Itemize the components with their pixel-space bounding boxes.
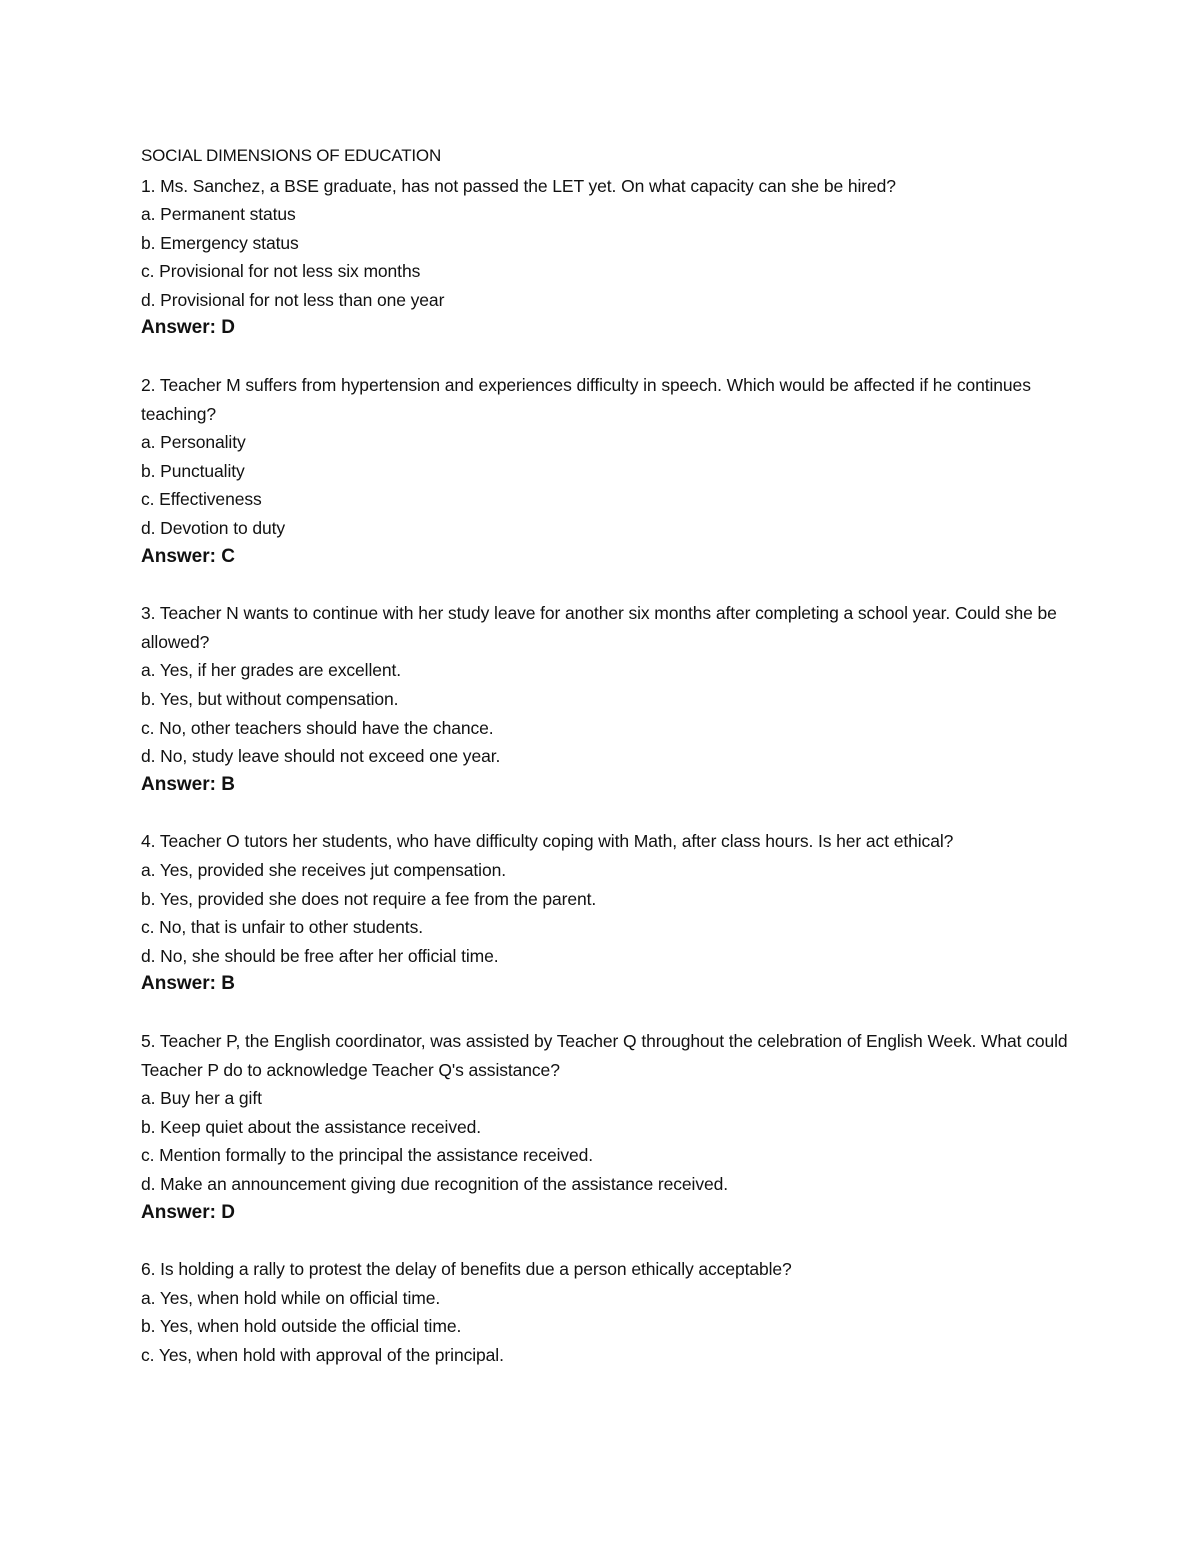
- answer-key: Answer: B: [141, 973, 235, 995]
- option-c: c. No, that is unfair to other students.: [141, 917, 423, 938]
- option-a: a. Buy her a gift: [141, 1088, 262, 1109]
- question-6: [141, 1255, 1071, 1369]
- option-d: d. Make an announcement giving due recognition of the assistance received.: [141, 1173, 729, 1194]
- option-d: d. Provisional for not less than one year: [141, 289, 445, 310]
- option-a: a. Yes, provided she receives jut compensation.: [141, 859, 506, 880]
- question-stem: 3. Teacher N wants to continue with her study leave for another six months after completing a school year. Could she be allowed?: [141, 603, 1057, 652]
- option-b: b. Yes, but without compensation.: [141, 689, 399, 709]
- answer-key: Answer: C: [141, 545, 235, 567]
- answer-key: Answer: B: [141, 773, 235, 795]
- question-3: [141, 599, 1071, 799]
- question-2: [141, 371, 1071, 571]
- option-b: b. Keep quiet about the assistance received.: [141, 1116, 481, 1137]
- document-title: SOCIAL DIMENSIONS OF EDUCATION: [141, 146, 442, 165]
- document-page: [141, 142, 1071, 1369]
- question-stem: 4. Teacher O tutors her students, who have difficulty coping with Math, after class hours. Is her act ethical?: [141, 831, 954, 852]
- option-a: a. Permanent status: [141, 204, 296, 225]
- question-stem: 2. Teacher M suffers from hypertension and experiences difficulty in speech. Which would be affected if he continues teaching?: [141, 375, 1031, 424]
- option-c: c. Provisional for not less six months: [141, 261, 421, 282]
- option-b: b. Emergency status: [141, 232, 299, 253]
- option-c: c. Yes, when hold with approval of the principal.: [141, 1344, 504, 1365]
- option-a: a. Personality: [141, 432, 246, 453]
- question-1: [141, 172, 1071, 343]
- question-4: [141, 827, 1071, 998]
- option-c: c. Effectiveness: [141, 489, 262, 510]
- option-b: b. Yes, when hold outside the official time.: [141, 1316, 462, 1337]
- option-c: c. No, other teachers should have the chance.: [141, 717, 494, 738]
- option-a: a. Yes, when hold while on official time.: [141, 1287, 441, 1308]
- option-b: b. Yes, provided she does not require a fee from the parent.: [141, 888, 597, 909]
- question-stem: 1. Ms. Sanchez, a BSE graduate, has not passed the LET yet. On what capacity can she be hired?: [141, 175, 896, 196]
- option-d: d. No, she should be free after her official time.: [141, 945, 499, 966]
- option-b: b. Punctuality: [141, 460, 245, 481]
- answer-key: Answer: D: [141, 1201, 235, 1223]
- option-d: d. Devotion to duty: [141, 518, 286, 539]
- question-stem: 6. Is holding a rally to protest the delay of benefits due a person ethically acceptable?: [141, 1259, 792, 1280]
- question-5: [141, 1027, 1071, 1227]
- answer-key: Answer: D: [141, 317, 235, 339]
- option-a: a. Yes, if her grades are excellent.: [141, 660, 402, 681]
- option-d: d. No, study leave should not exceed one year.: [141, 746, 501, 767]
- option-c: c. Mention formally to the principal the assistance received.: [141, 1145, 594, 1166]
- question-stem: 5. Teacher P, the English coordinator, was assisted by Teacher Q throughout the celebration of English Week. What could Teacher P do to acknowledge Teacher Q's assistance?: [141, 1030, 1068, 1080]
